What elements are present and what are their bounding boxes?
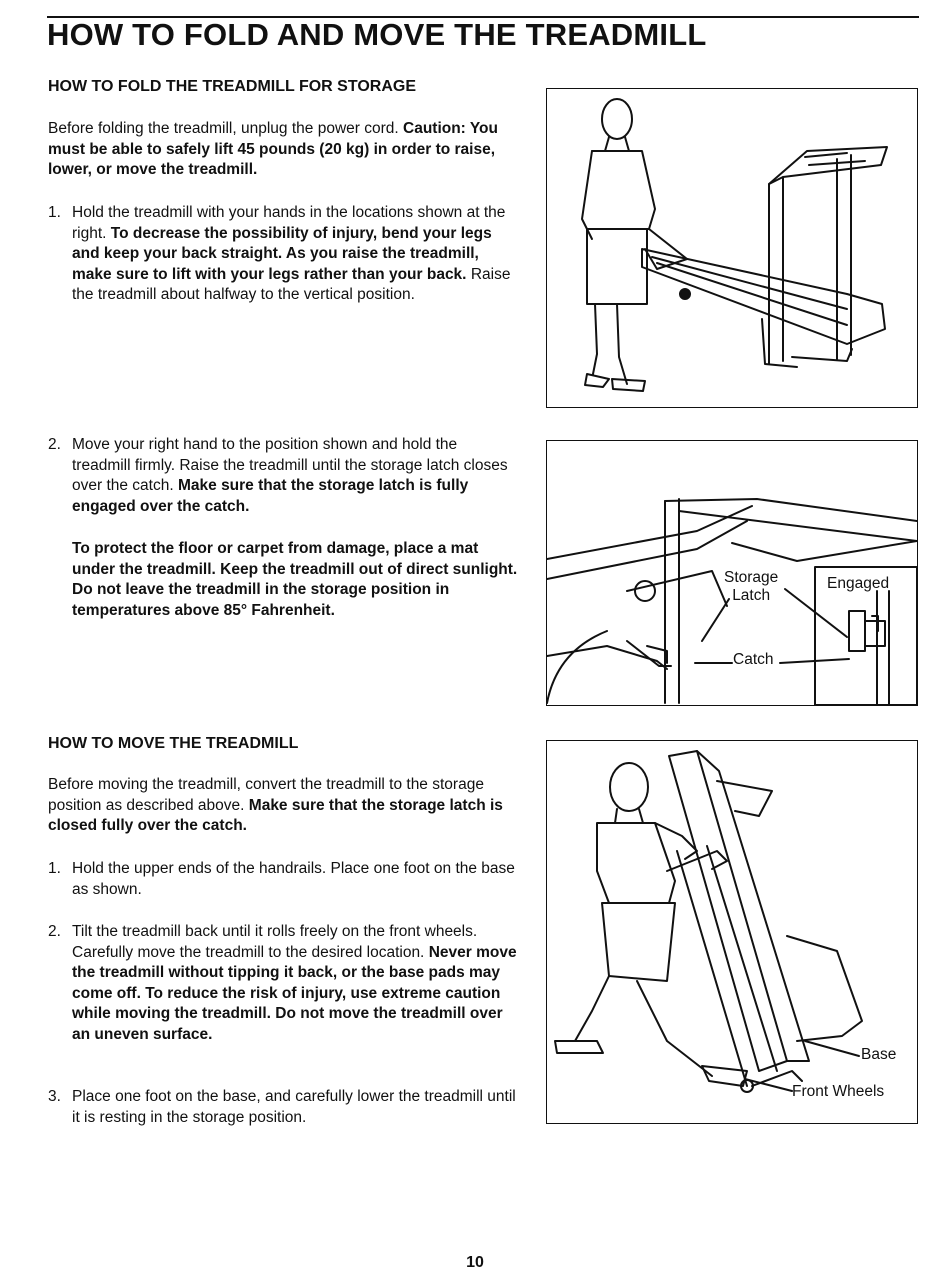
move-intro bbox=[48, 775, 520, 837]
fold-illustration bbox=[546, 88, 918, 408]
fold-section-heading: HOW TO FOLD THE TREADMILL FOR STORAGE bbox=[48, 78, 416, 95]
step-warning: To decrease the possibility of injury, bend your legs and keep your back straight. As you raise the treadmill, make sure to lift with your legs rather than your back. bbox=[72, 224, 492, 283]
move-step-2 bbox=[48, 922, 518, 1045]
move-intro-text: Before moving the treadmill, convert the treadmill to the storage position as described above. bbox=[48, 776, 484, 814]
step-number: 1. bbox=[48, 204, 61, 221]
move-illustration bbox=[546, 740, 918, 1124]
latch-illustration bbox=[546, 440, 918, 706]
fold-step-2 bbox=[48, 435, 518, 517]
page-title: HOW TO FOLD AND MOVE THE TREADMILL bbox=[47, 17, 707, 52]
front-wheels-label: Front Wheels bbox=[792, 1083, 885, 1100]
move-intro-warning: Make sure that the storage latch is closed fully over the catch. bbox=[48, 796, 503, 834]
fold-step-1 bbox=[48, 203, 518, 306]
step-number: 2. bbox=[48, 923, 61, 940]
man-lifting-treadmill-drawing bbox=[547, 89, 917, 407]
floor-warning-text: To protect the floor or carpet from damage, place a mat under the treadmill. Keep the treadmill out of direct sunlight. Do not leave the treadmill in the storage position in temperatures above 85° Fahrenheit. bbox=[72, 540, 518, 619]
step-warning: Never move the treadmill without tipping it back, or the base pads may come off. To reduce the risk of injury, use extreme caution while moving the treadmill. Do not move the treadmill over an uneven surface. bbox=[72, 943, 517, 1043]
step-number: 3. bbox=[48, 1088, 61, 1105]
step-text-continued: Raise the treadmill about halfway to the vertical position. bbox=[72, 265, 511, 303]
fold-caution: Caution: You must be able to safely lift 45 pounds (20 kg) in order to raise, lower, or move the treadmill. bbox=[48, 120, 498, 178]
move-section-heading: HOW TO MOVE THE TREADMILL bbox=[48, 735, 299, 752]
step-text: Place one foot on the base, and carefully lower the treadmill until it is resting in the storage position. bbox=[72, 1088, 516, 1126]
move-step-3 bbox=[48, 1087, 518, 1128]
page-number: 10 bbox=[466, 1254, 484, 1271]
step-number: 1. bbox=[48, 860, 61, 877]
base-label: Base bbox=[861, 1046, 897, 1063]
fold-intro bbox=[48, 119, 520, 181]
man-moving-treadmill-drawing bbox=[547, 741, 917, 1123]
catch-label: Catch bbox=[733, 651, 774, 668]
step-text: Tilt the treadmill back until it rolls freely on the front wheels. Carefully move the treadmill to the desired location. bbox=[72, 923, 478, 961]
move-step-1 bbox=[48, 859, 518, 900]
step-text: Move your right hand to the position shown and hold the treadmill firmly. Raise the treadmill until the storage latch closes over the catch. bbox=[72, 436, 508, 494]
step-text: Hold the upper ends of the handrails. Place one foot on the base as shown. bbox=[72, 860, 515, 898]
storage-latch-label: Storage Latch bbox=[724, 569, 779, 604]
fold-intro-text: Before folding the treadmill, unplug the power cord. bbox=[48, 120, 399, 137]
fold-floor-warning bbox=[72, 539, 518, 621]
step-number: 2. bbox=[48, 436, 61, 453]
step-text: Hold the treadmill with your hands in the locations shown at the right. bbox=[72, 204, 506, 242]
step-warning: Make sure that the storage latch is fully engaged over the catch. bbox=[72, 477, 469, 515]
engaged-label: Engaged bbox=[827, 575, 890, 592]
